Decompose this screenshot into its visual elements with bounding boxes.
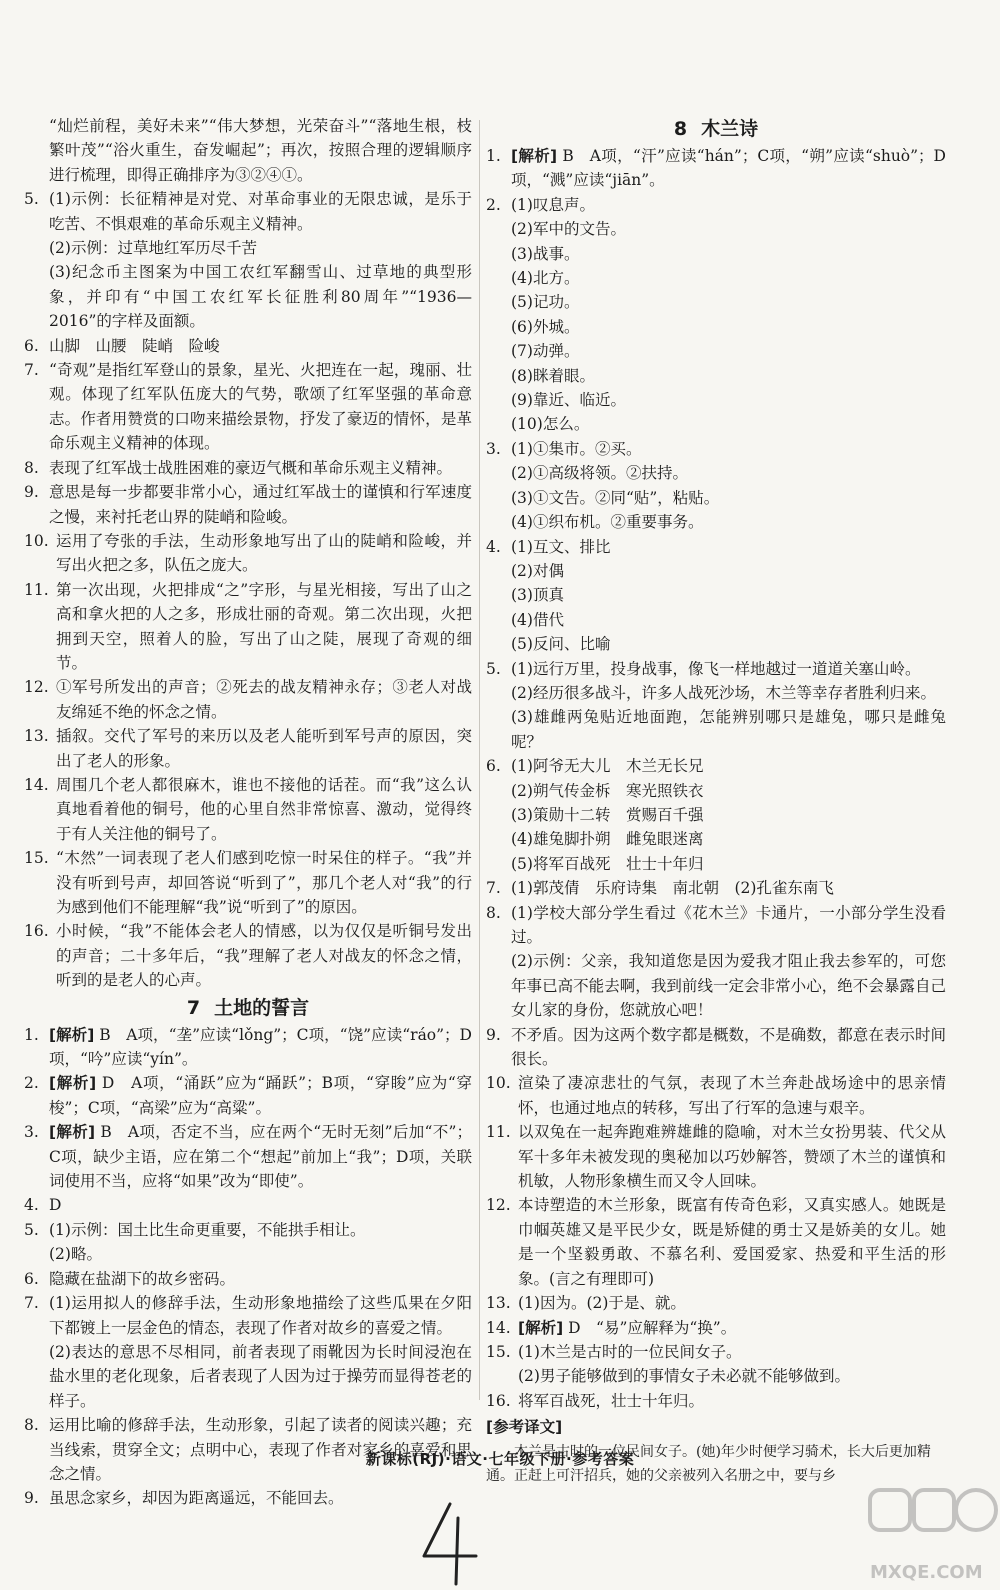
answer-line: [486, 1291, 946, 1315]
answer-line: [24, 578, 472, 676]
answer-line-text: (2)军中的文告。: [511, 220, 626, 239]
answer-item: [486, 657, 946, 755]
intro-paragraph: “灿烂前程，美好未来”“伟大梦想，光荣奋斗”“落地生根，枝繁叶茂”“浴火重生，奋发崛起”；再次，按照合理的逻辑顺序进行梳理，即得正确排序为③②④①。: [49, 117, 472, 184]
answer-line: [486, 608, 946, 632]
answer-text: [56, 919, 472, 992]
answer-item: [486, 1071, 946, 1120]
answer-text: [56, 675, 472, 724]
answer-line-text: 插叙。交代了军号的来历以及老人能听到军号声的原因，突出了老人的形象。: [56, 727, 472, 770]
answer-text: [56, 773, 472, 846]
answer-line: [24, 1291, 472, 1340]
answer-item: [486, 437, 946, 535]
answer-line: [486, 1364, 946, 1388]
answer-text: [511, 437, 946, 461]
answer-number: 14.: [486, 1318, 511, 1337]
answer-line-text: (1)互文、排比: [511, 537, 611, 556]
answer-line-text: (6)外城。: [511, 317, 580, 336]
answer-text: [49, 1218, 472, 1242]
answer-item: [24, 919, 472, 992]
answer-item: [24, 358, 472, 456]
answer-text: [49, 1291, 472, 1340]
answer-line-text: (3)顶真: [511, 586, 564, 605]
watermark-text: MXQE.COM: [870, 1562, 983, 1583]
watermark-logo: [866, 1486, 1000, 1590]
answer-line-text: 意思是每一步都要非常小心，通过红军战士的谨慎和行军速度之慢，来衬托老山界的陡峭和险峻。: [49, 483, 472, 526]
answer-line-text: B A项，“垄”应读“lǒng”；C项，“饶”应读“ráo”；D项，“吟”应读“yín”。: [49, 1025, 472, 1069]
answer-line-text: (1)郭茂倩 乐府诗集 南北朝 (2)孔雀东南飞: [511, 879, 834, 898]
answer-line-text: (4)雄兔脚扑朔 雌兔眼迷离: [511, 830, 704, 849]
answer-line-text: (1)叹息声。: [511, 195, 595, 214]
answer-number: 6.: [24, 1269, 39, 1288]
answer-text: [49, 358, 472, 456]
section-title: [24, 993, 472, 1023]
answer-text: [56, 724, 472, 773]
answer-line: [486, 754, 946, 778]
answer-text: [56, 578, 472, 676]
answer-line: [486, 412, 946, 436]
answer-item: [486, 754, 946, 876]
answer-line: [486, 266, 946, 290]
answer-line: [486, 486, 946, 510]
answer-line: [24, 1218, 472, 1242]
answer-number: 11.: [24, 580, 49, 599]
answer-line-text: 第一次出现，火把排成“之”字形，与星光相接，写出了山之高和拿火把的人之多，形成壮丽的奇观。第二次出现，火把拥到天空，照着人的脸，写出了山之陡，展现了奇观的细节。: [56, 580, 472, 672]
answer-text: [511, 901, 946, 950]
column-divider: [479, 120, 480, 1400]
answer-text: [49, 1193, 472, 1217]
answer-line-text: (2)男子能够做到的事情女子未必就不能够做到。: [518, 1367, 850, 1386]
answer-line: [24, 846, 472, 919]
answer-item: [24, 846, 472, 919]
answer-line-text: 运用比喻的修辞手法，生动形象，引起了读者的阅读兴趣；充当线索，贯穿全文；点明中心，表现了作者对家乡的喜爱和思念之情。: [49, 1416, 472, 1483]
answer-line: [486, 1120, 946, 1193]
answer-line: [486, 364, 946, 388]
answer-line-text: 周围几个老人都很麻木，谁也不接他的话茬。而“我”这么认真地看着他的铜号，他的心里自然非常惊喜、激动，觉得终于有人关注他的铜号了。: [56, 775, 472, 843]
answer-line-text: ①军号所发出的声音；②死去的战友精神永存；③老人对战友绵延不绝的怀念之情。: [56, 678, 472, 721]
answer-item: [24, 1120, 472, 1193]
answer-line-text: (4)北方。: [511, 269, 580, 288]
answer-line-text: 山脚 山腰 陡峭 险峻: [49, 336, 220, 355]
answer-line: [486, 1389, 946, 1413]
answer-text: [518, 1193, 946, 1291]
answer-line: [486, 949, 946, 1022]
answer-line: [486, 290, 946, 314]
answer-number: 5.: [486, 659, 501, 678]
answer-item: [24, 773, 472, 846]
answer-line: [486, 876, 946, 900]
page-footer: 新课标(RJ)·语文·七年级下册·参考答案: [365, 1450, 635, 1468]
answer-number: 10.: [486, 1074, 511, 1093]
answer-line: [486, 461, 946, 485]
answer-line-text: (3)策勋十二转 赏赐百千强: [511, 805, 704, 824]
answer-line-text: (4)借代: [511, 610, 564, 629]
answer-line-text: (1)因为。(2)于是、就。: [518, 1294, 686, 1313]
answer-line: [24, 1340, 472, 1413]
answer-line: [486, 437, 946, 461]
answer-item: [486, 144, 946, 193]
answer-line: [24, 919, 472, 992]
answer-line-text: (2)表达的意思不尽相同，前者表现了雨靴因为长时间浸泡在盐水里的老化现象，后者表现了人因为过于操劳而显得苍老的样子。: [49, 1342, 472, 1410]
answer-text: [511, 193, 946, 217]
answer-line-text: (3)纪念币主图案为中国工农红军翻雪山、过草地的典型形象，并印有“中国工农红军长征胜利80周年”“1936—2016”的字样及面额。: [49, 263, 472, 331]
answer-number: 6.: [486, 757, 501, 776]
reference-translation-body: 木兰是古时的一位民间女子。(她)年少时便学习骑术，长大后更加精通。正赶上可汗招兵，她的父亲被列入名册之中，要与乡: [486, 1443, 931, 1484]
answer-item: [24, 724, 472, 773]
answer-number: 11.: [486, 1123, 511, 1142]
answer-line-text: (5)记功。: [511, 293, 580, 312]
analysis-tag: [解析]: [518, 1318, 564, 1337]
answer-line: [486, 510, 946, 534]
answer-item: [486, 1316, 946, 1340]
answer-line-text: (1)学校大部分学生看过《花木兰》卡通片，一小部分学生没看过。: [511, 903, 946, 946]
answer-line-text: (1)示例：长征精神是对党、对革命事业的无限忠诚，是乐于吃苦、不惧艰难的革命乐观主义精神。: [49, 190, 472, 233]
answer-number: 9.: [24, 1489, 39, 1508]
answer-item: [486, 1291, 946, 1315]
section-number: 7: [186, 996, 201, 1019]
answer-number: 2.: [24, 1074, 39, 1093]
answer-text: [49, 456, 472, 480]
answer-text: [518, 1291, 946, 1315]
answer-line: [486, 388, 946, 412]
answer-line-text: (1)阿爷无大儿 木兰无长兄: [511, 757, 704, 776]
answer-text: [511, 535, 946, 559]
answer-line: [24, 1242, 472, 1266]
answer-text: [49, 1023, 472, 1072]
section-title: [486, 114, 946, 144]
answer-line-text: 运用了夸张的手法，生动形象地写出了山的陡峭和险峻，并写出火把之多，队伍之庞大。: [56, 531, 472, 575]
answer-number: 16.: [486, 1391, 511, 1410]
answer-line-text: (2)朔气传金柝 寒光照铁衣: [511, 781, 704, 800]
answer-line-text: D “易”应解释为“换”。: [568, 1318, 737, 1337]
answer-line: [486, 315, 946, 339]
answer-item: [486, 535, 946, 657]
answer-line-text: (2)示例：过草地红军历尽千苦: [49, 239, 257, 258]
answer-line: [486, 217, 946, 241]
answer-line: [24, 358, 472, 456]
answer-line: [24, 1071, 472, 1120]
answer-text: [511, 754, 946, 778]
answer-item: [24, 1023, 472, 1072]
answer-line: [486, 193, 946, 217]
answer-line-text: (1)运用拟人的修辞手法，生动形象地描绘了这些瓜果在夕阳下都镀上一层金色的情态，表现了作者对故乡的喜爱之情。: [49, 1294, 472, 1337]
answer-text: [49, 1120, 472, 1193]
answer-number: 4.: [24, 1196, 39, 1215]
answer-line-text: (1)示例：国土比生命更重要，不能拱手相让。: [49, 1220, 366, 1239]
answer-line-text: (1)远行万里，投身战事，像飞一样地越过一道道关塞山岭。: [511, 659, 921, 678]
answer-line: [486, 705, 946, 754]
answer-line: [486, 827, 946, 851]
answer-line-text: D A项，“涌跃”应为“踊跃”；B项，“穿睃”应为“穿梭”；C项，“高梁”应为“高粱”。: [49, 1074, 472, 1117]
answer-number: 14.: [24, 775, 49, 794]
answer-item: [486, 1389, 946, 1413]
answer-line-text: (2)略。: [49, 1245, 102, 1264]
answer-line: [486, 803, 946, 827]
answer-line: [24, 724, 472, 773]
answer-line-text: (3)①文告。②同“贴”，粘贴。: [511, 488, 720, 507]
answer-line-text: (5)将军百战死 壮士十年归: [511, 854, 704, 873]
answer-line-text: (5)反问、比喻: [511, 635, 611, 654]
answer-item: [24, 578, 472, 676]
answer-line: [486, 1193, 946, 1291]
answer-item: [24, 1218, 472, 1267]
answer-line: [486, 779, 946, 803]
answer-line-text: (4)①织布机。②重要事务。: [511, 513, 704, 532]
answer-number: 8.: [24, 458, 39, 477]
answer-text: [49, 1071, 472, 1120]
answer-item: [24, 529, 472, 578]
answer-line-text: (10)怎么。: [511, 415, 590, 434]
answer-line-text: (8)眯着眼。: [511, 366, 595, 385]
answer-text: [518, 1120, 946, 1193]
answer-item: [486, 1120, 946, 1193]
answer-item: [486, 876, 946, 900]
section-name: 木兰诗: [701, 118, 759, 140]
answer-line-text: B A项，否定不当，应在两个“无时无刻”后加“不”；C项，缺少主语，应在第二个“想起”前加上“我”；D项，关联词使用不当，应将“如果”改为“即使”。: [49, 1123, 472, 1191]
handwritten-page-number: [410, 1498, 500, 1588]
answer-line-text: 虽思念家乡，却因为距离遥远，不能回去。: [49, 1489, 344, 1508]
answer-line: [486, 901, 946, 950]
answer-line-text: (2)对偶: [511, 561, 564, 580]
answer-number: 13.: [486, 1294, 511, 1313]
answer-line-text: (2)经历很多战斗，许多人战死沙场，木兰等幸存者胜利归来。: [511, 683, 936, 702]
answer-line-text: (3)战事。: [511, 244, 580, 263]
answer-line: [486, 657, 946, 681]
answer-item: [24, 1267, 472, 1291]
answer-number: 12.: [486, 1196, 511, 1215]
answer-text: [511, 1023, 946, 1072]
answer-line: [24, 456, 472, 480]
answer-item: [24, 1071, 472, 1120]
answer-text: [56, 529, 472, 578]
answer-line: [486, 144, 946, 193]
answer-text: [49, 334, 472, 358]
answer-number: 8.: [486, 903, 501, 922]
answer-item: [24, 1291, 472, 1413]
answer-item: [24, 187, 472, 333]
answer-number: 9.: [24, 483, 39, 502]
answer-line-text: 表现了红军战士战胜困难的豪迈气概和革命乐观主义精神。: [49, 458, 453, 477]
analysis-tag: [解析]: [49, 1025, 95, 1044]
answer-number: 2.: [486, 195, 501, 214]
answer-item: [24, 1486, 472, 1510]
answer-text: [511, 876, 946, 900]
answer-item: [24, 1193, 472, 1217]
answer-line: [486, 632, 946, 656]
answer-line: [486, 1340, 946, 1364]
answer-text: [518, 1389, 946, 1413]
answer-number: 7.: [24, 1294, 39, 1313]
answer-line: [24, 1486, 472, 1510]
answer-number: 10.: [24, 531, 49, 550]
answer-number: 5.: [24, 1220, 39, 1239]
answer-line: [24, 1120, 472, 1193]
analysis-tag: [解析]: [49, 1074, 97, 1093]
answer-text: [56, 846, 472, 919]
answer-line: [486, 1316, 946, 1340]
right-column: [486, 114, 946, 1488]
section-name: 土地的誓言: [214, 996, 310, 1019]
answer-item: [486, 1023, 946, 1072]
reference-translation-title: [参考译文]: [486, 1418, 563, 1437]
answer-line-text: (9)靠近、临近。: [511, 391, 626, 410]
analysis-tag: [解析]: [49, 1123, 96, 1142]
answer-line: [24, 773, 472, 846]
answer-line: [24, 1267, 472, 1291]
left-column: [24, 114, 472, 1511]
answer-number: 4.: [486, 537, 501, 556]
answer-number: 7.: [24, 361, 39, 380]
answer-line: [24, 675, 472, 724]
answer-line: [24, 236, 472, 260]
answer-number: 6.: [24, 336, 39, 355]
answer-line: [486, 559, 946, 583]
answer-text: [518, 1340, 946, 1364]
answer-line: [24, 187, 472, 236]
answer-number: 15.: [486, 1342, 511, 1361]
answer-line: [486, 583, 946, 607]
answer-line: [486, 535, 946, 559]
answer-number: 3.: [24, 1123, 39, 1142]
answer-line: [24, 1193, 472, 1217]
answer-number: 7.: [486, 879, 501, 898]
answer-text: [518, 1071, 946, 1120]
answer-item: [24, 334, 472, 358]
answer-line: [486, 1023, 946, 1072]
section-number: 8: [673, 118, 688, 140]
answer-line: [24, 1023, 472, 1072]
analysis-tag: [解析]: [511, 147, 558, 165]
answer-number: 5.: [24, 190, 39, 209]
answer-line-text: “奇观”是指红军登山的景象，星光、火把连在一起，瑰丽、壮观。体现了红军队伍庞大的气势，歌颂了红军坚强的革命意志。作者用赞赏的口吻来描绘景物，抒发了豪迈的情怀，是革命乐观主义精神的体现。: [49, 361, 472, 453]
answer-line-text: (2)①高级将领。②扶持。: [511, 464, 688, 483]
answer-line-text: 小时候，“我”不能体会老人的情感，以为仅仅是听铜号发出的声音；二十多年后，“我”理解了老人对战友的怀念之情，听到的是老人的心声。: [56, 922, 472, 990]
answer-line-text: 隐藏在盐湖下的故乡密码。: [49, 1269, 236, 1288]
answer-line: [486, 242, 946, 266]
answer-text: [49, 480, 472, 529]
answer-line-text: (2)示例：父亲，我知道您是因为爱我才阻止我去参军的，可您年事已高不能去啊，我到前线一定会非常小心，绝不会暴露自己女儿家的身份，您就放心吧！: [511, 952, 946, 1020]
answer-item: [486, 1340, 946, 1389]
answer-line: [486, 1071, 946, 1120]
answer-number: 9.: [486, 1025, 501, 1044]
answer-line: [486, 852, 946, 876]
answer-line-text: 渲染了凄凉悲壮的气氛，表现了木兰奔赴战场途中的思亲情怀，也通过地点的转移，写出了行军的急速与艰辛。: [518, 1074, 946, 1117]
answer-number: 12.: [24, 678, 49, 697]
answer-line-text: B A项，“汗”应读“hán”；C项，“朔”应读“shuò”；D项，“溅”应读“jiān”。: [511, 147, 946, 190]
answer-number: 13.: [24, 727, 49, 746]
answer-line: [486, 681, 946, 705]
answer-line: [24, 480, 472, 529]
answer-line-text: (7)动弹。: [511, 342, 580, 361]
answer-text: [518, 1316, 946, 1340]
answer-line-text: 将军百战死，壮士十年归。: [518, 1391, 705, 1410]
answer-number: 8.: [24, 1416, 39, 1435]
answer-text: [49, 1267, 472, 1291]
answer-number: 3.: [486, 439, 501, 458]
answer-text: [49, 1486, 472, 1510]
answer-number: 15.: [24, 849, 49, 868]
answer-item: [486, 193, 946, 437]
answer-item: [24, 480, 472, 529]
answer-number: 1.: [486, 147, 501, 165]
answer-line-text: 本诗塑造的木兰形象，既富有传奇色彩，又真实感人。她既是巾帼英雄又是平民少女，既是矫健的勇士又是娇美的女儿。她是一个坚毅勇敢、不慕名利、爱国爱家、热爱和平生活的形象。(言之有理即可): [518, 1196, 946, 1288]
answer-line-text: (1)①集市。②买。: [511, 439, 642, 458]
answer-item: [486, 901, 946, 1023]
answer-line-text: (3)雄雌两兔贴近地面跑，怎能辨别哪只是雄兔，哪只是雌兔呢？: [511, 708, 946, 751]
answer-text: [511, 144, 946, 193]
answer-line-text: 不矛盾。因为这两个数字都是概数，不是确数，都意在表示时间很长。: [511, 1025, 946, 1069]
answer-line-text: “木然”一词表现了老人们感到吃惊一时呆住的样子。“我”并没有听到号声，却回答说“听到了”，那几个老人对“我”的行为感到他们不能理解“我”说“听到了”的原因。: [56, 849, 472, 916]
answer-number: 16.: [24, 922, 49, 941]
answer-item: [24, 675, 472, 724]
answer-line-text: (1)木兰是古时的一位民间女子。: [518, 1342, 742, 1361]
answer-line-text: 以双兔在一起奔跑难辨雄雌的隐喻，对木兰女扮男装、代父从军十多年未被发现的奥秘加以巧妙解答，赞颂了木兰的谨慎和机敏，人物形象横生而又令人回味。: [518, 1123, 946, 1191]
answer-text: [49, 187, 472, 236]
answer-item: [24, 456, 472, 480]
answer-text: [511, 657, 946, 681]
answer-line-text: D: [49, 1196, 62, 1215]
answer-line: [486, 339, 946, 363]
answer-number: 1.: [24, 1025, 39, 1044]
answer-line: [24, 529, 472, 578]
answer-line: [24, 334, 472, 358]
answer-item: [486, 1193, 946, 1291]
answer-line: [24, 260, 472, 333]
